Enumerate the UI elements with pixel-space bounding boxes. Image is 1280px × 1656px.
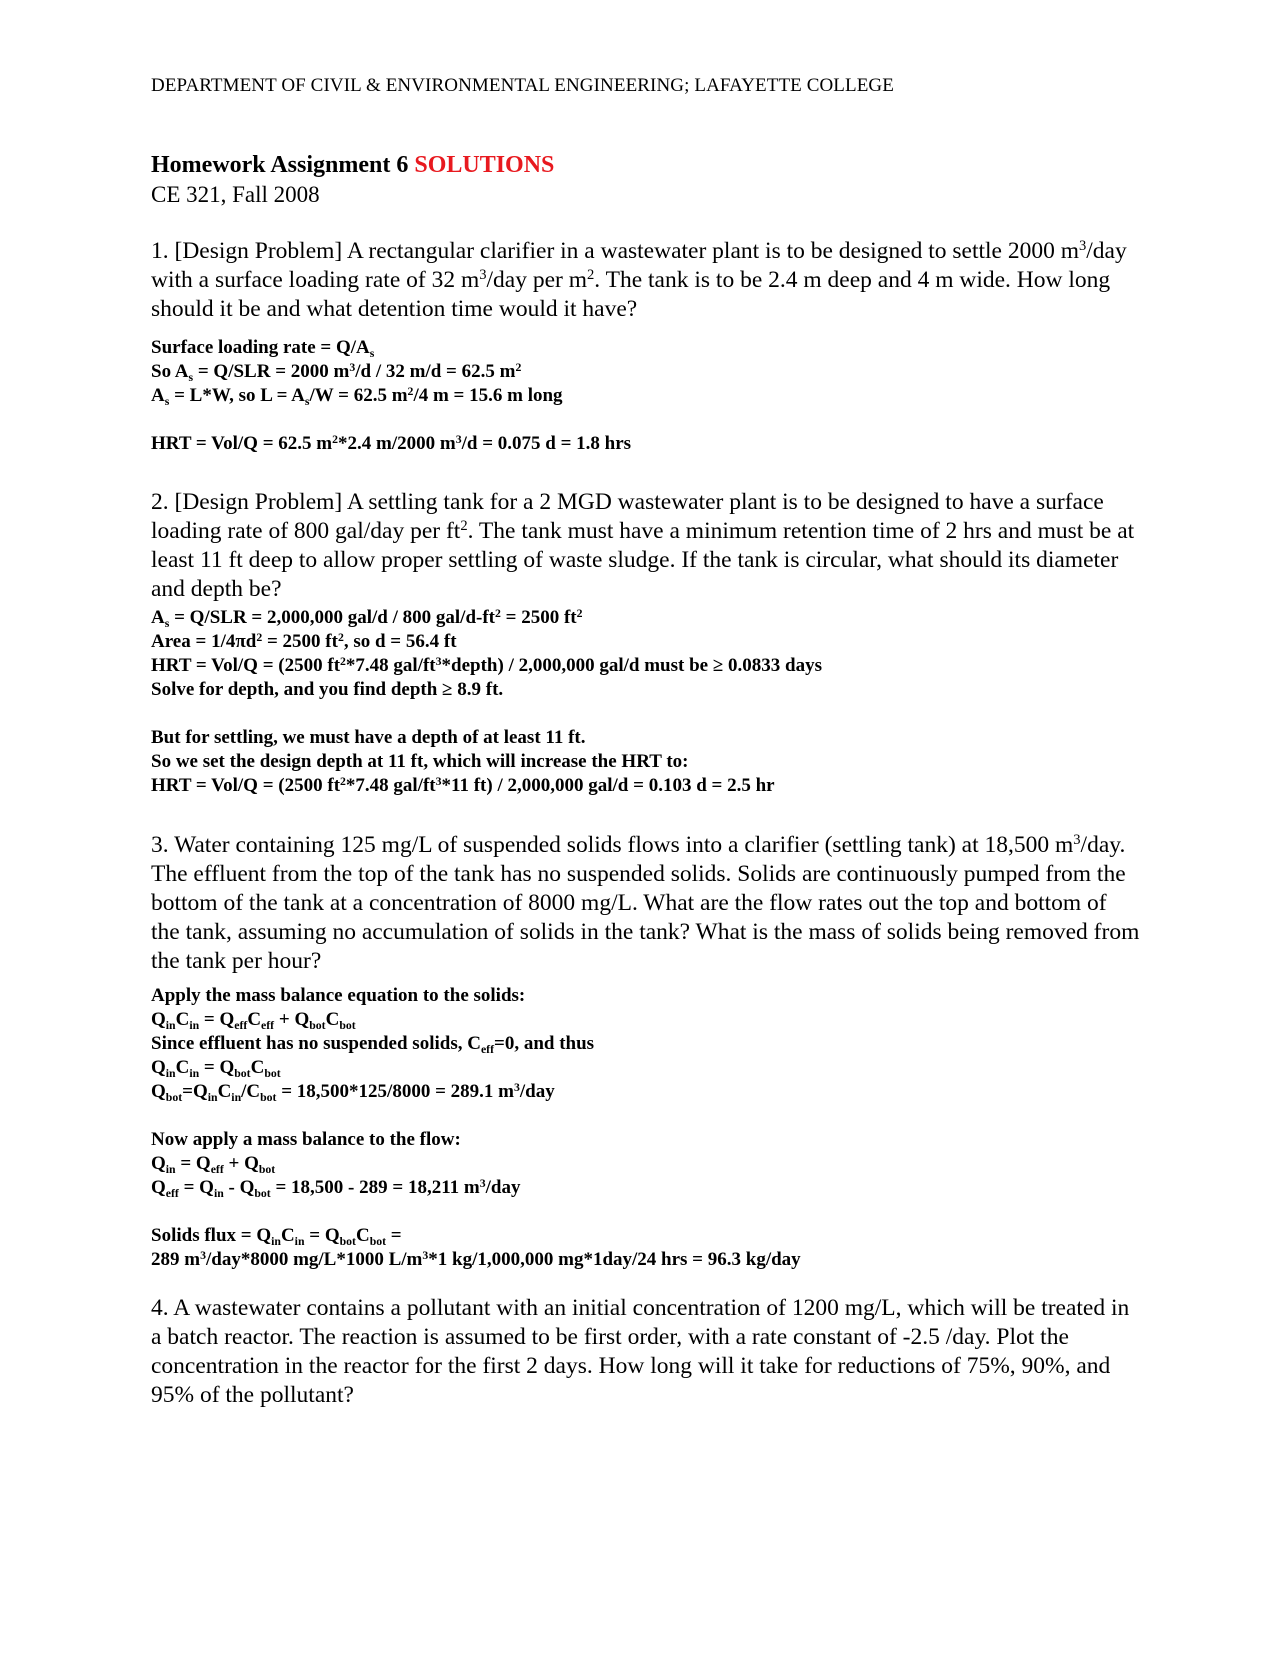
course-line: CE 321, Fall 2008 (151, 182, 320, 207)
problem-2: 2. [Design Problem] A settling tank for a 2 MGD wastewater plant is to be designed to have a surface loading rate of 800 gal/day per $ft^2$. The tank must have a minimum retention time of 2 hrs and must be at least 11 ft deep to allow proper settling of waste sludge. If the tank is circular, what should its diameter and depth be? (151, 489, 1135, 602)
solutions-label: SOLUTIONS (414, 152, 555, 178)
problem-4: 4. A wastewater contains a pollutant with an initial concentration of 1200 mg/L, which will be treated in a batch reactor. The reaction is assumed to be first order, with a rate constant of -2.5 /day. Plot the concentration in the reactor for the first 2 days. How long will it take for reductions of 75%, 90%, and 95% of the pollutant? (151, 1295, 1130, 1408)
problem-3: 3. Water containing 125 mg/L of suspended solids flows into a clarifier (settling tank) at 18,500 $m^3$/day. The effluent from the top of the tank has no suspended solids. Solids are continuously pumped from the bottom of the tank at a concentration of 8000 mg/L. What are the flow rates out the top and bottom of the tank, assuming no accumulation of solids in the tank? What is the mass of solids being removed from the tank per hour? (151, 832, 1140, 974)
assignment-title (151, 150, 554, 180)
solution-2: $A_s = Q/SLR = 2,000,000$ gal/d / 800 gal/$d-ft^2 = 2500$ $ft^2$ Area = $1/4\pi d^2 = 2500$ $ft^2$, so d = 56.4 ft HRT = Vol/Q = (2500 $ft^2*7.48$ gal/$ft^3*depth) / 2,000,000$ gal/d must be ≥ 0.0833 days Solve for depth, and you find depth ≥ 8.9 ft. But for settling, we must have a depth of at least 11 ft. So we set the design depth at 11 ft, which will increase the HRT to: HRT = Vol/Q = (2500 $ft^2*7.48$ gal/$ft^3*11$ ft) / 2,000,000 gal/d = 0.103 d = 2.5 hr (151, 606, 822, 796)
title-text: Homework Assignment 6 (151, 152, 415, 178)
title-block (151, 150, 554, 210)
problem-1: 1. [Design Problem] A rectangular clarifier in a wastewater plant is to be designed to settle 2000 $m^3$/day with a surface loading rate of 32 $m^3$/day per $m^2$. The tank is to be 2.4 m deep and 4 m wide. How long should it be and what detention time would it have? (151, 238, 1127, 322)
solution-3: Apply the mass balance equation to the solids: $Q_{in}C_{in} = Q_{eff}C_{eff} + Q_{bot}C_{bot}$ Since effluent has no suspended solids, $C_{eff}=0$, and thus $Q_{in}C_{in} = Q_{bot}C_{bot}$ $Q_{bot}=Q_{in}C_{in}/C_{bot} = 18,500*125/8000 = 289.1$ $m^3$/day Now apply a mass balance to the flow: $Q_{in} = Q_{eff} + Q_{bot}$ $Q_{eff} = Q_{in} - Q_{bot} = 18,500 - 289 = 18,211$ $m^3$/day Solids flux = $Q_{in}C_{in} = Q_{bot}C_{bot}$ = 289 $m^3/day*8000$ mg/L*1000 $L/m^3*1$ kg/1,000,000 mg*1day/24 hrs = 96.3 kg/day (151, 985, 801, 1270)
department-header: DEPARTMENT OF CIVIL & ENVIRONMENTAL ENGINEERING; LAFAYETTE COLLEGE (151, 75, 894, 96)
solution-1: Surface loading rate = $Q/A_s$ So $A_s = Q/SLR = 2000$ $m^3/d / 32$ m/d = 62.5 $m^2$ $A_s = L*W$, so $L = A_s/W = 62.5$ $m^2/4$ m = 15.6 m long HRT = Vol/Q = 62.5 $m^2*2.4$ m/2000 $m^3/d = 0.075$ d = 1.8 hrs (151, 337, 632, 454)
